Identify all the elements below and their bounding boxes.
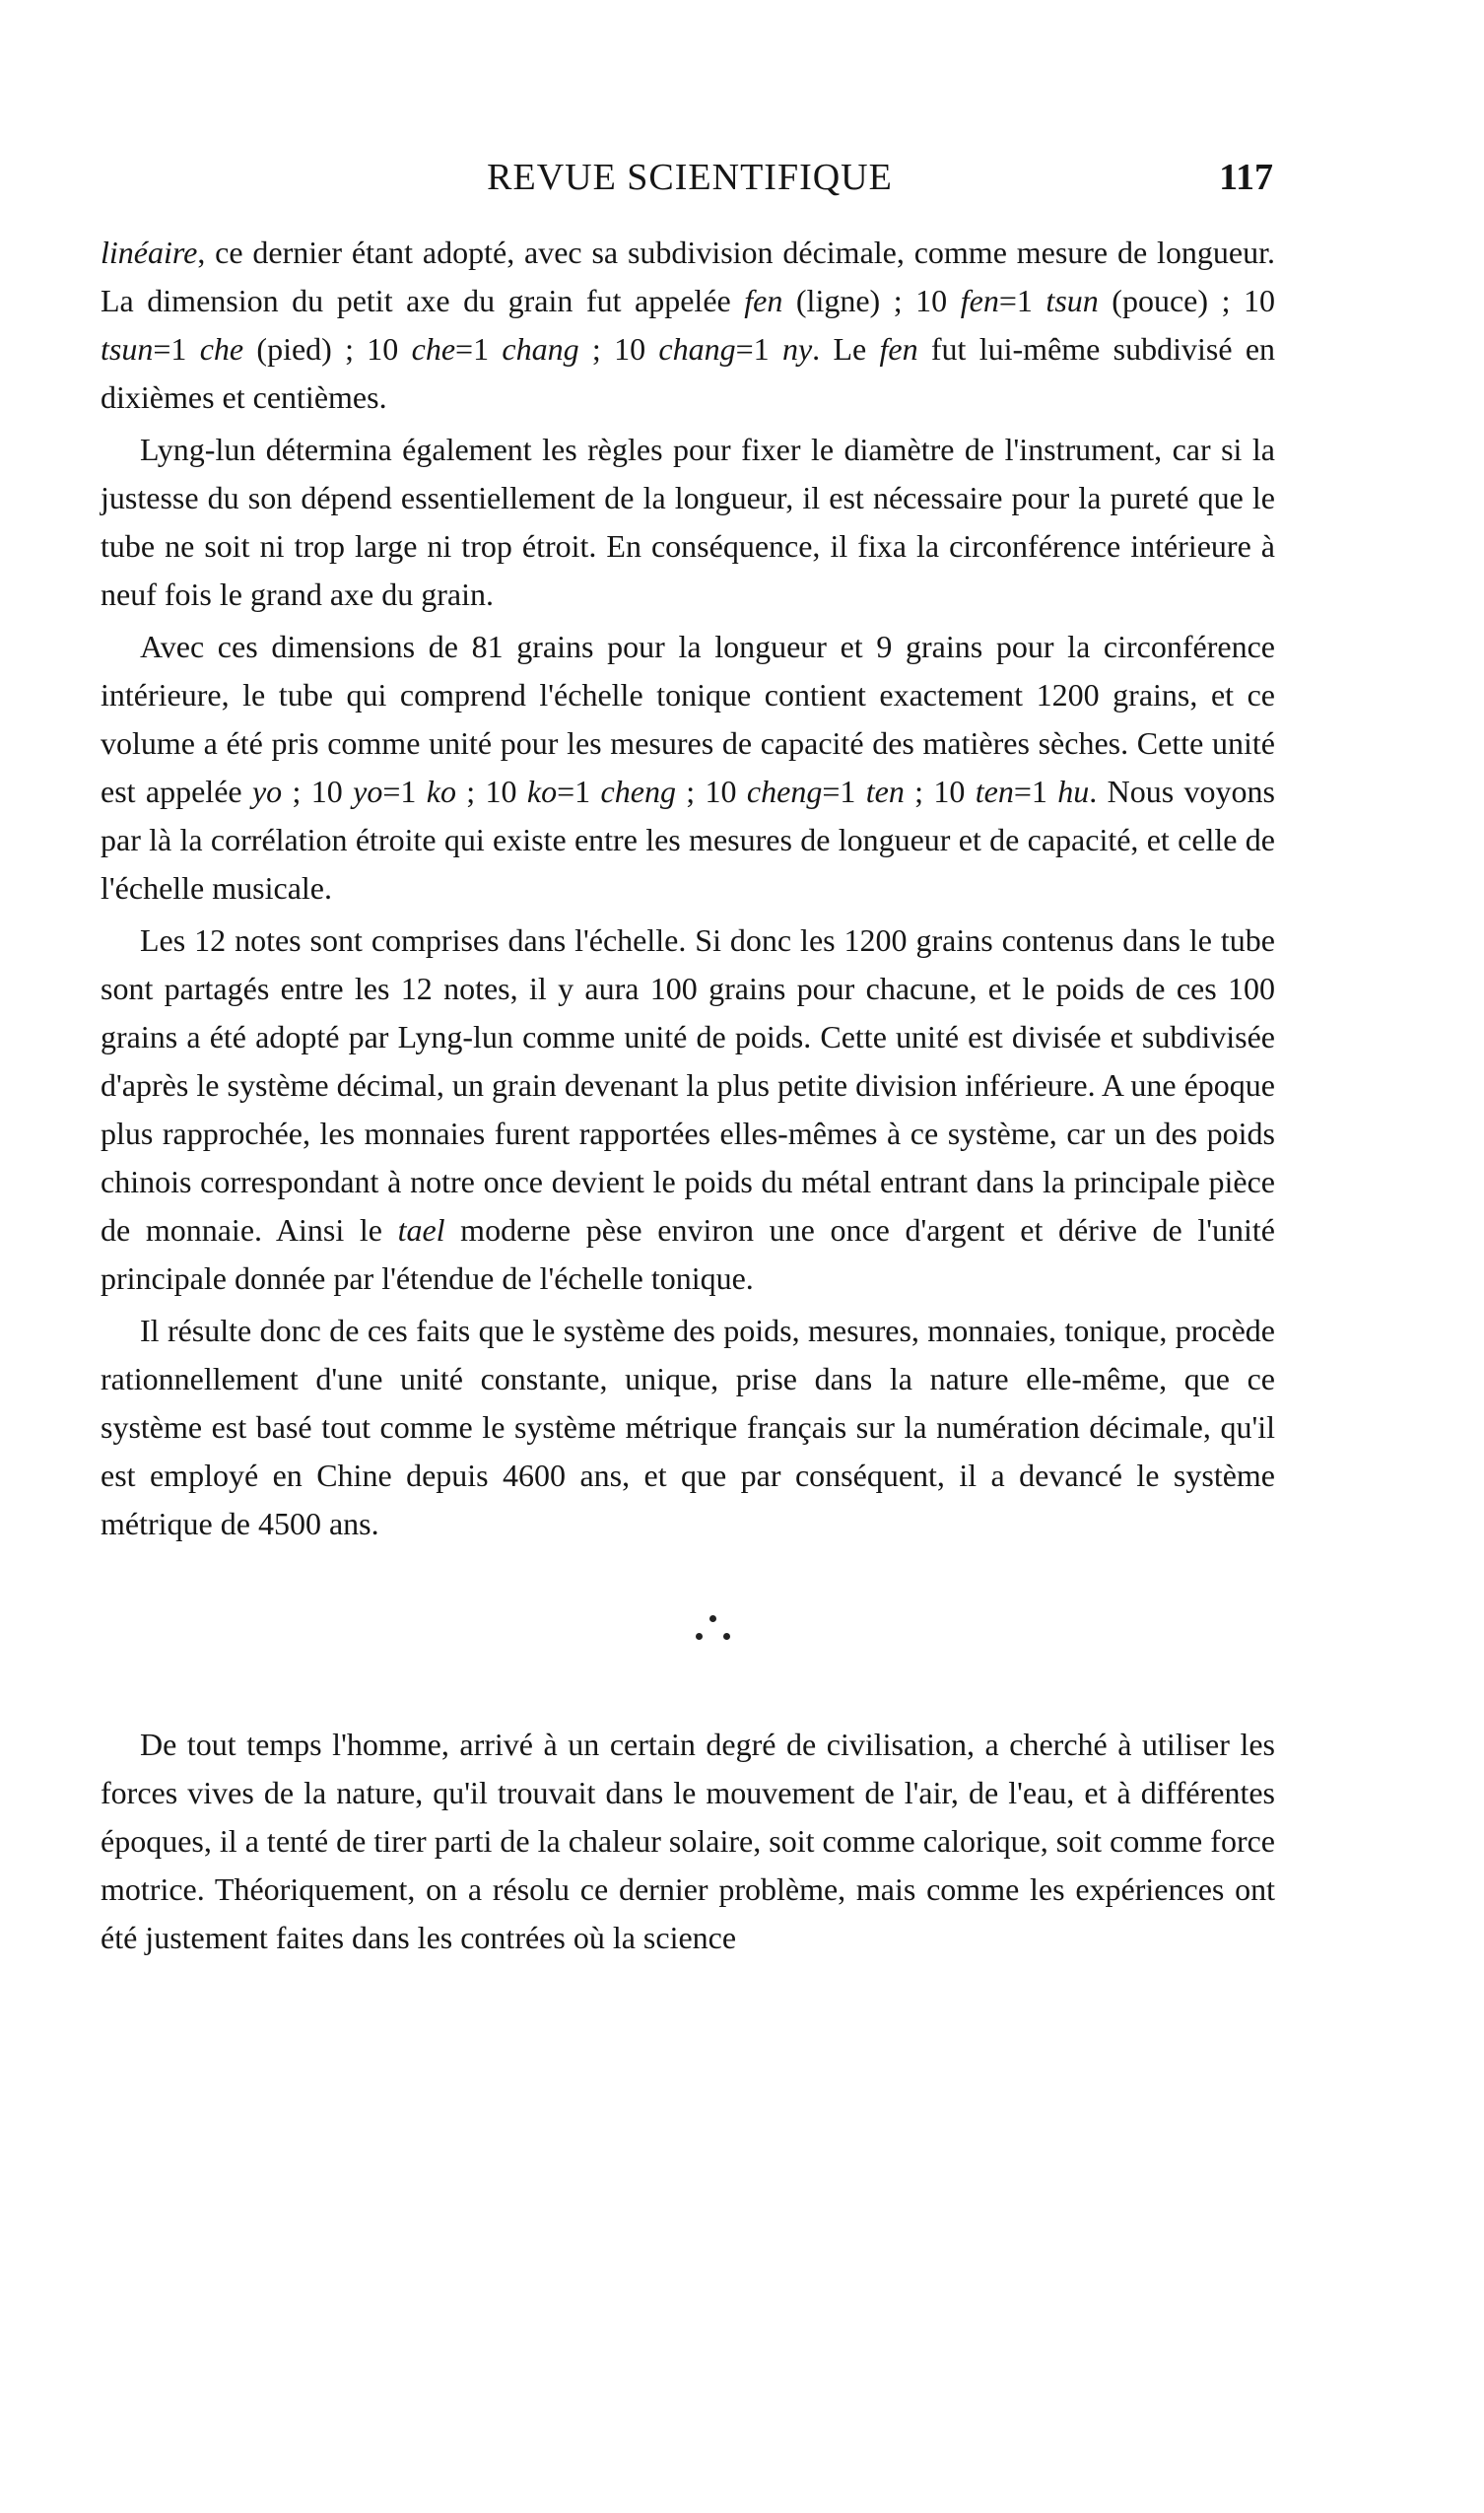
text-run: . Nous voyons par là la corrélation étroite qui existe entre les mesures de longueur et de capacité, et celle de l'échelle musicale.: [101, 774, 1276, 906]
text-run: =1: [998, 283, 1046, 318]
italic-term: chang: [658, 331, 736, 367]
text-run: , ce dernier étant adopté, avec sa subdivision décimale, comme mesure de longueur. La dimension du petit axe du grain fut appelée: [101, 235, 1275, 318]
running-title: REVUE SCIENTIFIQUE: [487, 157, 893, 198]
text-run: ; 10: [904, 774, 976, 809]
text-run: . Le: [812, 331, 880, 367]
italic-term: linéaire: [101, 235, 198, 270]
section-break-asterism: [101, 1578, 1275, 1701]
text-run: De tout temps l'homme, arrivé à un certain degré de civilisation, a cherché à utiliser les forces vives de la nature, qu'il trouvait dans le mouvement de l'air, de l'eau, et à différentes époques, il a tenté de tirer parti de la chaleur solaire, soit comme calorique, soit comme force motrice. Théoriquement, on a résolu ce dernier problème, mais comme les expériences ont été justement faites dans les contrées où la science: [101, 1727, 1275, 1955]
text-run: fut lui-même subdivisé en dixièmes et centièmes.: [101, 331, 1276, 415]
text-run: =1: [455, 331, 503, 367]
text-run: =1: [1013, 774, 1058, 809]
paragraph-3: [101, 623, 1275, 913]
italic-term: yo: [353, 774, 383, 809]
page-number: 117: [1219, 157, 1273, 198]
paragraph-6: [101, 1721, 1275, 1962]
italic-term: tsun: [101, 331, 154, 367]
body-text: [101, 229, 1275, 1966]
italic-term: hu: [1057, 774, 1090, 809]
text-run: (ligne) ; 10: [782, 283, 961, 318]
text-run: ; 10: [455, 774, 527, 809]
italic-term: cheng: [746, 774, 823, 809]
paragraph-4: [101, 917, 1275, 1303]
italic-term: tael: [397, 1212, 445, 1248]
text-run: ; 10: [675, 774, 747, 809]
paragraph-2: [101, 426, 1275, 619]
text-run: Lyng-lun détermina également les règles pour fixer le diamètre de l'instrument, car si la justesse du son dépend essentiellement de la longueur, il est nécessaire pour la pureté que le tube ne soit ni trop large ni trop étroit. En conséquence, il fixa la circonférence intérieure à neuf fois le grand axe du grain.: [101, 432, 1275, 612]
text-run: moderne pèse environ une once d'argent et dérive de l'unité principale donnée par l'étendue de l'échelle tonique.: [101, 1212, 1275, 1296]
italic-term: ko: [426, 774, 456, 809]
italic-term: tsun: [1046, 283, 1099, 318]
italic-term: ten: [975, 774, 1014, 809]
paragraph-1: [101, 229, 1275, 422]
text-run: ; 10: [578, 331, 659, 367]
italic-term: chang: [502, 331, 579, 367]
text-run: Les 12 notes sont comprises dans l'échelle. Si donc les 1200 grains contenus dans le tube sont partagés entre les 12 notes, il y aura 100 grains pour chacune, et le poids de ces 100 grains a été adopté par Lyng-lun comme unité de poids. Cette unité est divisée et subdivisée d'après le système décimal, un grain devenant la plus petite division inférieure. A une époque plus rapprochée, les monnaies furent rapportées elles-mêmes à ce système, car un des poids chinois correspondant à notre once devient le poids du métal entrant dans la principale pièce de monnaie. Ainsi le: [101, 922, 1275, 1248]
italic-term: ko: [526, 774, 558, 809]
text-run: =1: [735, 331, 782, 367]
text-run: =1: [382, 774, 427, 809]
text-run: =1: [153, 331, 200, 367]
text-run: (pouce) ; 10: [1098, 283, 1276, 318]
italic-term: cheng: [600, 774, 676, 809]
asterism-dot: [696, 1633, 703, 1640]
asterism-dot: [723, 1633, 730, 1640]
italic-term: fen: [879, 331, 918, 367]
italic-term: che: [411, 331, 456, 367]
running-head: [106, 148, 1273, 207]
text-run: =1: [822, 774, 866, 809]
italic-term: ten: [865, 774, 905, 809]
text-run: ; 10: [282, 774, 354, 809]
text-run: =1: [557, 774, 601, 809]
italic-term: ny: [781, 331, 813, 367]
paragraph-5: [101, 1307, 1275, 1548]
text-run: Il résulte donc de ces faits que le système des poids, mesures, monnaies, tonique, procède rationnellement d'une unité constante, unique, prise dans la nature elle-même, que ce système est basé tout comme le système métrique français sur la numération décimale, qu'il est employé en Chine depuis 4600 ans, et que par conséquent, il a devancé le système métrique de 4500 ans.: [101, 1313, 1275, 1541]
text-run: (pied) ; 10: [243, 331, 412, 367]
asterism-dot: [709, 1615, 716, 1622]
italic-term: fen: [960, 283, 999, 318]
italic-term: fen: [744, 283, 783, 318]
italic-term: yo: [251, 774, 283, 809]
text-run: Avec ces dimensions de 81 grains pour la longueur et 9 grains pour la circonférence intérieure, le tube qui comprend l'échelle tonique contient exactement 1200 grains, et ce volume a été pris comme unité pour les mesures de capacité des matières sèches. Cette unité est appelée: [101, 629, 1275, 809]
italic-term: che: [199, 331, 244, 367]
